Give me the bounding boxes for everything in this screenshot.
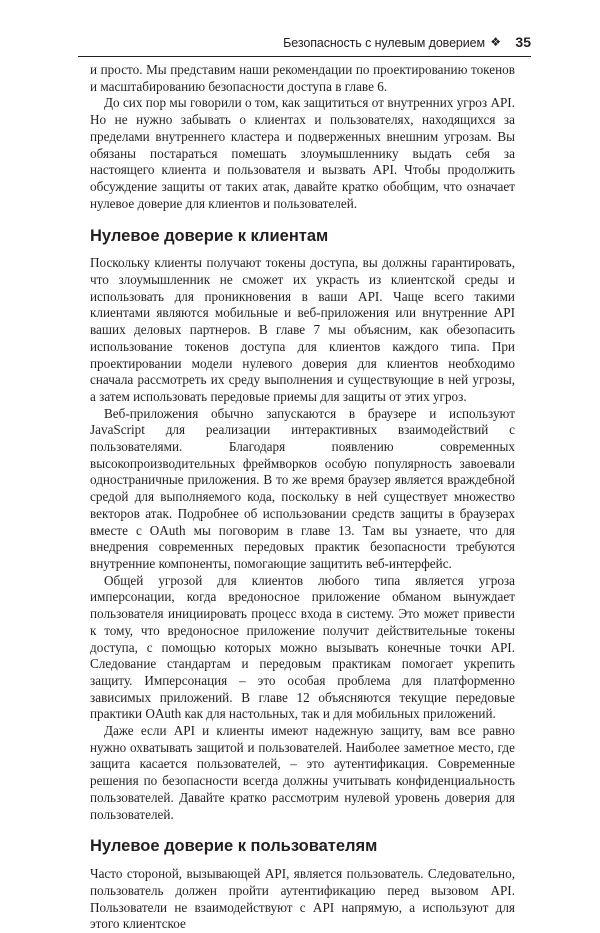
section-heading-users: Нулевое доверие к пользователям [90,837,378,856]
section-heading-clients: Нулевое доверие к клиентам [90,227,329,246]
paragraph: Веб-приложения обычно запускаются в браузере и используют JavaScript для реализации интерактивных взаимодействий с пользователями. Благодаря появлению современных высокопроизводительных фреймворков особую популярность завоевали одностраничные приложения. В то же время браузер является враждебной средой для выполняемого кода, поскольку в ней существует множество векторов атак. Подробнее об использовании средств защиты в браузерах вместе с OAuth мы поговорим в главе 13. Там вы узнаете, что для внедрения современных передовых практик безопасности требуются внутренние компоненты, помогающие защитить веб-интерфейс. [90,405,515,571]
paragraph: Даже если API и клиенты имеют надежную защиту, вам все равно нужно охватывать защитой и пользователей. Наиболее заметное место, где защита касается пользователей, – это аутентификация. Современные решения по безопасности всегда должны учитывать конфиденциальность пользователей. Давайте кратко рассмотрим нулевой уровень доверия для пользователей. [90,723,515,822]
paragraph: Часто стороной, вызывающей API, является пользователь. Следовательно, пользователь должен пройти аутентификацию перед вызовом API. Пользователи не взаимодействуют с API напрямую, а используют для этого клиентское [90,866,515,932]
running-header [78,34,531,57]
page-number: 35 [515,34,531,50]
paragraph: Общей угрозой для клиентов любого типа является угроза имперсонации, когда вредоносное приложение обманом вынуждает пользователя инициировать процесс входа в систему. Это может привести к тому, что вредоносное приложение получит действительные токены доступа, с помощью которых можно вызывать конечные точки API. Следование стандартам и передовым практикам помогает укрепить защиту. Имперсонация – это особая проблема для платформенно зависимых приложений. В главе 12 объясняются текущие передовые практики OAuth как для настольных, так и для мобильных приложений. [90,572,515,722]
paragraph: До сих пор мы говорили о том, как защититься от внутренних угроз API. Но не нужно забывать о клиентах и пользователях, находящихся за пределами внутреннего кластера и подверженных внешним угрозам. Вы обязаны постараться помешать злоумышленнику выдать себя за настоящего клиента и пользователя и вызвать API. Чтобы продолжить обсуждение защиты от таких атак, давайте кратко обобщим, что означает нулевое доверие для клиентов и пользователей. [90,95,515,211]
page-body [90,62,515,933]
paragraph: и просто. Мы представим наши рекомендации по проектированию токенов и масштабированию безопасности доступа в главе 6. [90,62,515,94]
paragraph: Поскольку клиенты получают токены доступа, вы должны гарантировать, что злоумышленник не сможет их украсть из клиентской среды и использовать для проникновения в ваши API. Чаще всего такими клиентами являются мобильные и веб-приложения или внутренние API ваших деловых партнеров. В главе 7 мы объясним, как обезопасить использование токенов доступа для клиентов каждого типа. При проектировании модели нулевого доверия для клиентов необходимо сначала рассмотреть их среду выполнения и существующие в ней угрозы, а затем использовать передовые приемы для защиты от этих угроз. [90,255,515,404]
running-header-title: Безопасность с нулевым доверием [283,36,485,50]
ornament-icon: ❖ [490,35,501,49]
